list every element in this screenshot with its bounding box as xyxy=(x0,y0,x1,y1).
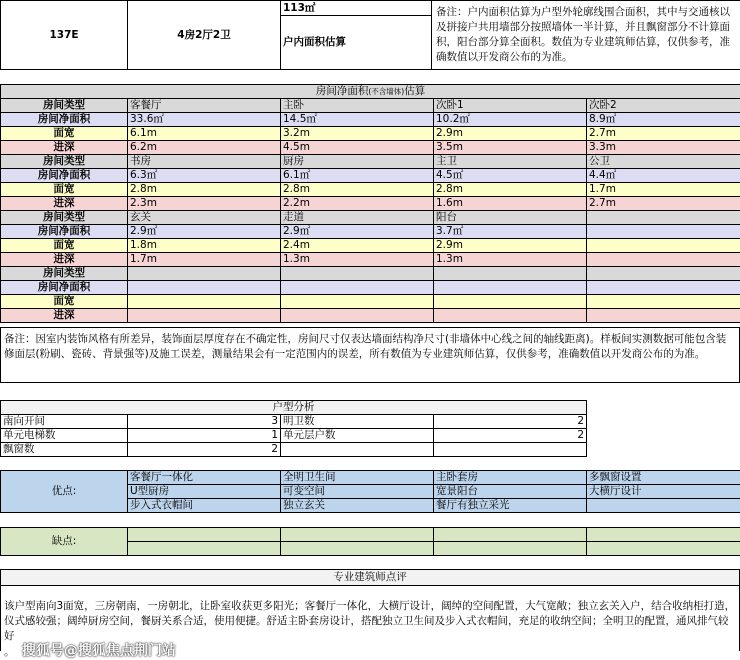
room-cell-width: 1.8m xyxy=(128,239,281,253)
room-cell-type: 阳台 xyxy=(434,211,587,225)
row-label-type: 房间类型 xyxy=(1,155,128,169)
room-cell-width xyxy=(281,295,434,309)
row-label-area: 房间净面积 xyxy=(1,113,128,127)
analysis-label: 飘窗数 xyxy=(1,443,128,457)
analysis-value: 3 xyxy=(128,415,281,429)
room-cell-type: 走道 xyxy=(281,211,434,225)
analysis-label xyxy=(281,443,434,457)
area-label: 户内面积估算 xyxy=(281,16,432,70)
room-cell-type xyxy=(434,267,587,281)
cons-cell xyxy=(281,542,434,556)
room-row-width xyxy=(1,183,740,197)
review-text: 该户型南向3面宽，三房朝南，一房朝北，让卧室收获更多阳光；客餐厅一体化，大横厅设计，阔绰的空间配置，大气宽敞；独立玄关入户，结合收纳柜打造，仪式感较强；阔绰厨房空间，餐厨关系合适，使用便捷。舒适主卧套房设计，搭配独立卫生间及步入式衣帽间，充足的收纳空间；全明卫的配置，通风排气较好 。 搜狐号@搜狐焦点荆门站 xyxy=(1,586,739,660)
analysis-label: 单元电梯数 xyxy=(1,429,128,443)
analysis-row xyxy=(1,443,587,457)
room-cell-type: 公卫 xyxy=(587,155,740,169)
room-cell-type: 客餐厅 xyxy=(128,99,281,113)
room-cell-area xyxy=(587,281,740,295)
room-cell-area xyxy=(434,281,587,295)
analysis-value: 1 xyxy=(128,429,281,443)
room-cell-depth xyxy=(128,309,281,323)
room-cell-width xyxy=(587,295,740,309)
row-label-area: 房间净面积 xyxy=(1,225,128,239)
room-cell-area: 6.1㎡ xyxy=(281,169,434,183)
room-row-depth xyxy=(1,141,740,155)
area-note: 备注：户内面积估算为户型外轮廓线围合面积，其中与交通核以及拼接户共用墙部分按照墙体一半计算，并且飘窗部分不计算面积，阳台部分算全面积。数值为专业建筑师估算，仅供参考，准确数值以开发商公布的为准。 xyxy=(432,1,740,70)
pros-label: 优点: xyxy=(1,471,128,513)
room-cell-depth: 2.7m xyxy=(587,197,740,211)
row-label-type: 房间类型 xyxy=(1,267,128,281)
row-label-depth: 进深 xyxy=(1,309,128,323)
analysis-value xyxy=(434,443,587,457)
cons-table xyxy=(0,527,740,556)
room-cell-type: 主卫 xyxy=(434,155,587,169)
room-cell-width: 2.9m xyxy=(434,127,587,141)
room-cell-depth xyxy=(587,309,740,323)
analysis-row xyxy=(1,415,587,429)
room-row-width xyxy=(1,127,740,141)
room-cell-depth: 2.3m xyxy=(128,197,281,211)
cons-cell xyxy=(434,528,587,542)
room-cell-area: 6.3㎡ xyxy=(128,169,281,183)
room-cell-type xyxy=(281,267,434,281)
cons-cell xyxy=(587,528,740,542)
room-row-width xyxy=(1,295,740,309)
room-cell-depth: 1.3m xyxy=(281,253,434,267)
room-row-area xyxy=(1,281,740,295)
room-cell-area: 2.9㎡ xyxy=(128,225,281,239)
room-cell-depth: 6.2m xyxy=(128,141,281,155)
analysis-value: 2 xyxy=(434,429,587,443)
room-row-width xyxy=(1,239,740,253)
room-row-depth xyxy=(1,309,740,323)
room-row-area xyxy=(1,225,740,239)
room-cell-depth xyxy=(587,253,740,267)
row-label-width: 面宽 xyxy=(1,183,128,197)
row-label-depth: 进深 xyxy=(1,141,128,155)
row-label-area: 房间净面积 xyxy=(1,169,128,183)
room-row-area xyxy=(1,113,740,127)
room-cell-type: 书房 xyxy=(128,155,281,169)
row-label-width: 面宽 xyxy=(1,239,128,253)
room-row-area xyxy=(1,169,740,183)
analysis-table xyxy=(0,400,587,457)
room-cell-width xyxy=(128,295,281,309)
pros-item: 客餐厅一体化 xyxy=(128,471,281,485)
row-label-type: 房间类型 xyxy=(1,211,128,225)
pros-table xyxy=(0,470,740,513)
pros-item: 步入式衣帽间 xyxy=(128,499,281,513)
row-label-type: 房间类型 xyxy=(1,99,128,113)
room-cell-width: 1.7m xyxy=(587,183,740,197)
pros-item: 全明卫生间 xyxy=(281,471,434,485)
rooms-table xyxy=(0,84,740,323)
unit-layout: 4房2厅2卫 xyxy=(128,1,281,70)
room-cell-area: 3.7㎡ xyxy=(434,225,587,239)
room-cell-area: 14.5㎡ xyxy=(281,113,434,127)
cons-cell xyxy=(587,542,740,556)
pros-item: 主卧套房 xyxy=(434,471,587,485)
room-cell-width: 3.2m xyxy=(281,127,434,141)
room-cell-area: 8.9㎡ xyxy=(587,113,740,127)
room-cell-depth: 3.3m xyxy=(587,141,740,155)
cons-cell xyxy=(128,542,281,556)
room-row-type xyxy=(1,155,740,169)
analysis-value: 2 xyxy=(434,415,587,429)
room-cell-depth: 2.2m xyxy=(281,197,434,211)
room-row-type xyxy=(1,99,740,113)
room-cell-type: 厨房 xyxy=(281,155,434,169)
room-cell-depth xyxy=(434,309,587,323)
room-cell-depth: 4.5m xyxy=(281,141,434,155)
cons-cell xyxy=(128,528,281,542)
room-cell-width xyxy=(434,295,587,309)
cons-cell xyxy=(434,542,587,556)
unit-area: 113㎡ xyxy=(281,1,432,16)
room-cell-width: 2.9m xyxy=(434,239,587,253)
watermark: 搜狐号@搜狐焦点荆门站 xyxy=(22,643,176,659)
room-cell-area: 4.5㎡ xyxy=(434,169,587,183)
room-cell-width xyxy=(587,239,740,253)
room-cell-type: 玄关 xyxy=(128,211,281,225)
analysis-title: 户型分析 xyxy=(1,401,587,415)
row-label-width: 面宽 xyxy=(1,127,128,141)
room-cell-width: 2.4m xyxy=(281,239,434,253)
header-table xyxy=(0,0,740,70)
cons-label: 缺点: xyxy=(1,528,128,556)
room-cell-depth: 1.7m xyxy=(128,253,281,267)
room-cell-depth: 1.3m xyxy=(434,253,587,267)
room-cell-area: 2.9㎡ xyxy=(281,225,434,239)
room-cell-type xyxy=(128,267,281,281)
room-cell-type: 主卧 xyxy=(281,99,434,113)
room-cell-area xyxy=(128,281,281,295)
pros-item: 独立玄关 xyxy=(281,499,434,513)
room-cell-type: 次卧2 xyxy=(587,99,740,113)
room-cell-depth xyxy=(281,309,434,323)
cons-cell xyxy=(281,528,434,542)
row-label-depth: 进深 xyxy=(1,253,128,267)
room-row-depth xyxy=(1,253,740,267)
room-cell-area xyxy=(587,225,740,239)
row-label-width: 面宽 xyxy=(1,295,128,309)
pros-item: 宽景阳台 xyxy=(434,485,587,499)
pros-item: 多飘窗设置 xyxy=(587,471,740,485)
room-cell-width: 6.1m xyxy=(128,127,281,141)
rooms-title: 房间净面积(不含墙体)估算 xyxy=(1,85,740,99)
analysis-label: 单元层户数 xyxy=(281,429,434,443)
room-cell-type xyxy=(587,267,740,281)
analysis-row xyxy=(1,429,587,443)
room-cell-area: 10.2㎡ xyxy=(434,113,587,127)
room-cell-area: 4.4㎡ xyxy=(587,169,740,183)
room-cell-type xyxy=(587,211,740,225)
room-cell-area: 33.6㎡ xyxy=(128,113,281,127)
row-label-depth: 进深 xyxy=(1,197,128,211)
rooms-note: 备注：因室内装饰风格有所差异，装饰面层厚度存在不确定性，房间尺寸仅表达墙面结构净尺寸(非墙体中心线之间的轴线距离)。样板间实测数据可能包含装修面层(粉刷、瓷砖、背景强等)及施工误差，测量结果会有一定范围内的误差，所有数值为专业建筑师估算，仅供参考，准确数值以开发商公布的为准。 xyxy=(0,327,740,383)
room-cell-width: 2.8m xyxy=(128,183,281,197)
pros-item: 大横厅设计 xyxy=(587,485,740,499)
analysis-label: 南向开间 xyxy=(1,415,128,429)
review-title: 专业建筑师点评 xyxy=(1,570,739,586)
pros-item: 可变空间 xyxy=(281,485,434,499)
analysis-value: 2 xyxy=(128,443,281,457)
room-row-type xyxy=(1,211,740,225)
room-cell-width: 2.8m xyxy=(281,183,434,197)
room-cell-width: 2.7m xyxy=(587,127,740,141)
room-cell-depth: 3.5m xyxy=(434,141,587,155)
room-cell-depth: 1.6m xyxy=(434,197,587,211)
room-row-depth xyxy=(1,197,740,211)
room-cell-type: 次卧1 xyxy=(434,99,587,113)
review-box xyxy=(0,569,740,651)
pros-item: 餐厅有独立采光 xyxy=(434,499,587,513)
pros-item: U型厨房 xyxy=(128,485,281,499)
room-row-type xyxy=(1,267,740,281)
pros-item xyxy=(587,499,740,513)
analysis-label: 明卫数 xyxy=(281,415,434,429)
room-cell-area xyxy=(281,281,434,295)
pros-row xyxy=(1,471,740,485)
row-label-area: 房间净面积 xyxy=(1,281,128,295)
room-cell-width: 2.8m xyxy=(434,183,587,197)
unit-code: 137E xyxy=(1,1,128,70)
